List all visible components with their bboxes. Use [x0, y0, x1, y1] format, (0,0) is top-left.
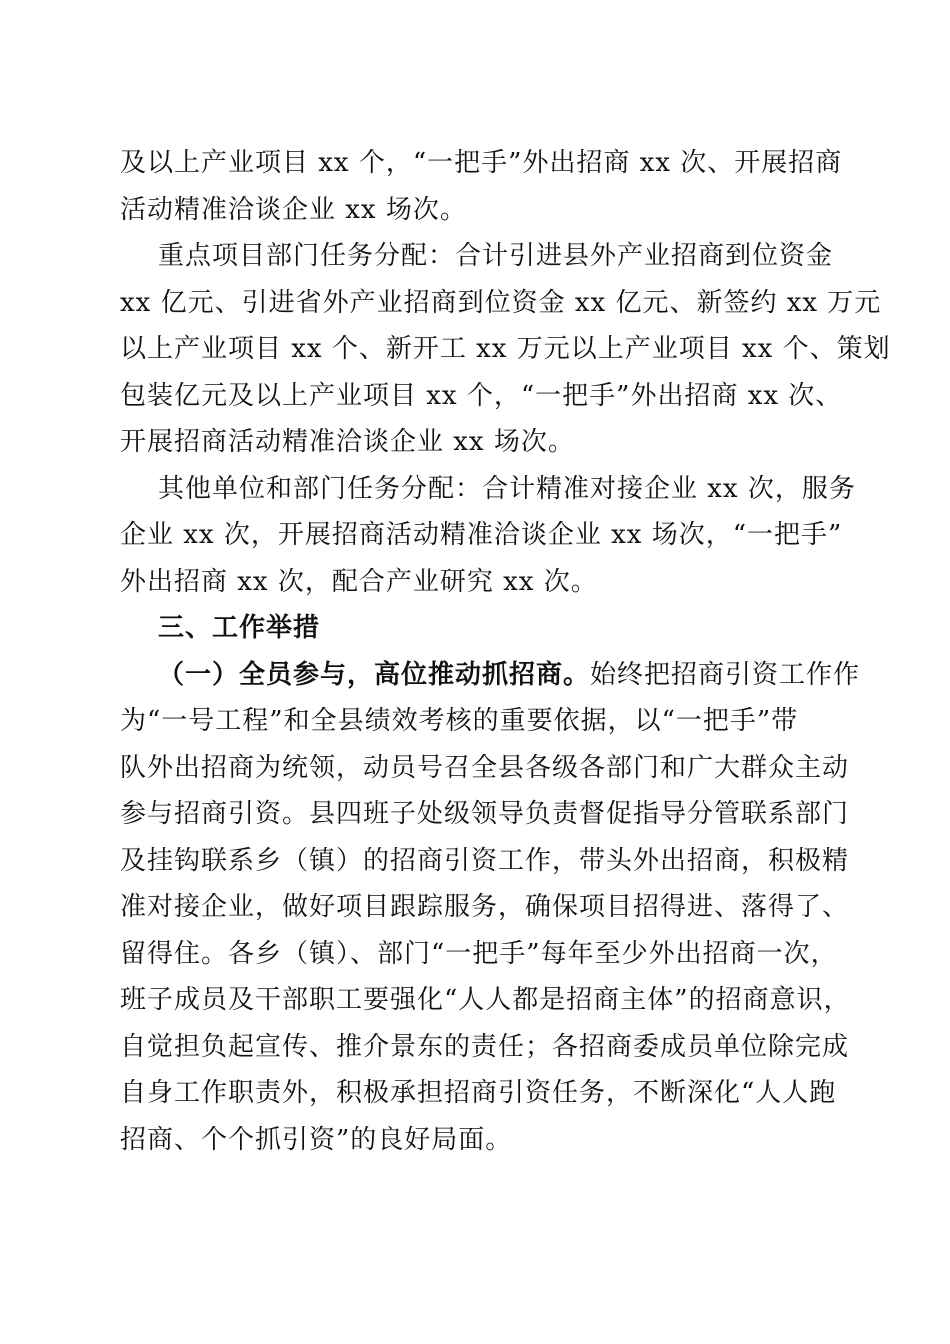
paragraph-text: 始终把招商引资工作作 — [590, 660, 861, 690]
text-line: 参与招商引资。县四班子处级领导负责督促指导分管联系部门 — [120, 799, 850, 829]
text-line: 活动精准洽谈企业 xx 场次。 — [120, 195, 467, 225]
text-line: 包装亿元及以上产业项目 xx 个，“一把手”外出招商 xx 次、 — [120, 381, 843, 411]
text-line: 招商、个个抓引资”的良好局面。 — [120, 1125, 513, 1155]
text-line: xx 亿元、引进省外产业招商到位资金 xx 亿元、新签约 xx 万元 — [120, 288, 882, 318]
text-line: 及以上产业项目 xx 个，“一把手”外出招商 xx 次、开展招商 — [120, 148, 843, 178]
paragraph-first-line: 重点项目部门任务分配：合计引进县外产业招商到位资金 — [158, 241, 834, 271]
text-line: 留得住。各乡（镇）、部门“一把手”每年至少外出招商一次， — [120, 939, 838, 969]
text-line: 及挂钩联系乡（镇）的招商引资工作，带头外出招商，积极精 — [120, 846, 850, 876]
section-heading: 三、工作举措 — [158, 613, 321, 643]
text-line: 开展招商活动精准洽谈企业 xx 场次。 — [120, 427, 575, 457]
text-line: 自觉担负起宣传、推介景东的责任；各招商委成员单位除完成 — [120, 1032, 850, 1062]
text-line: 准对接企业，做好项目跟踪服务，确保项目招得进、落得了、 — [120, 892, 850, 922]
text-line: 自身工作职责外，积极承担招商引资任务，不断深化“人人跑 — [120, 1078, 837, 1108]
paragraph-first-line — [158, 660, 861, 690]
text-line: 队外出招商为统领，动员号召全县各级各部门和广大群众主动 — [120, 753, 850, 783]
paragraph-first-line: 其他单位和部门任务分配：合计精准对接企业 xx 次，服务 — [158, 474, 856, 504]
text-line: 以上产业项目 xx 个、新开工 xx 万元以上产业项目 xx 个、策划 — [120, 334, 891, 364]
text-line: 企业 xx 次，开展招商活动精准洽谈企业 xx 场次，“一把手” — [120, 520, 843, 550]
text-line: 班子成员及干部职工要强化“人人都是招商主体”的招商意识， — [120, 985, 851, 1015]
subsection-heading: （一）全员参与，高位推动抓招商。 — [158, 660, 591, 690]
text-line: 为“一号工程”和全县绩效考核的重要依据，以“一把手”带 — [120, 706, 799, 736]
text-line: 外出招商 xx 次，配合产业研究 xx 次。 — [120, 567, 598, 597]
